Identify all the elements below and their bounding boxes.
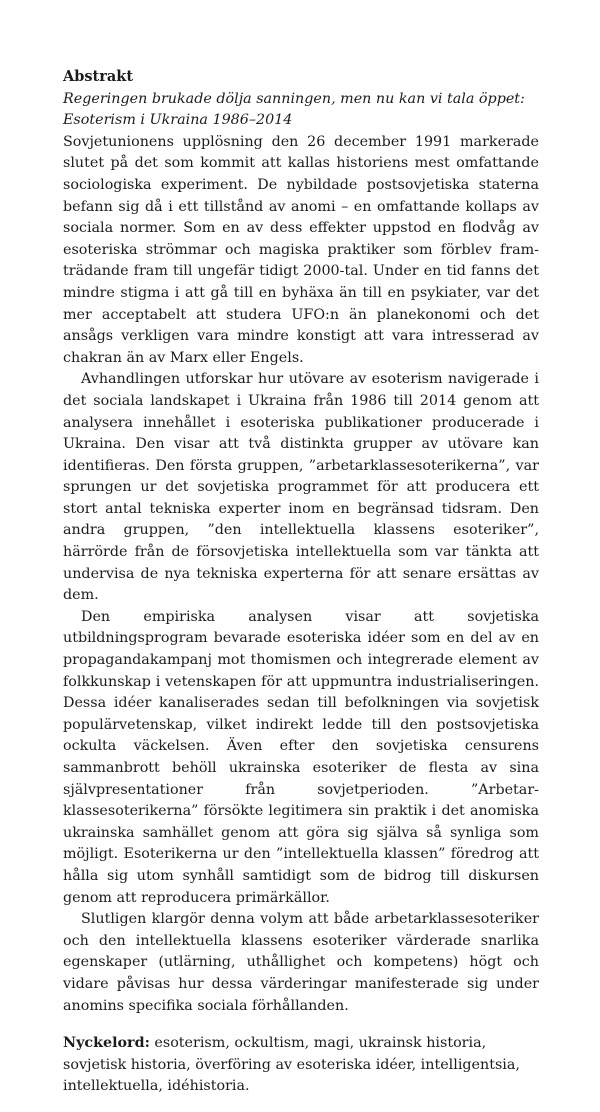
abstract-paragraph-4: Slutligen klargör denna volym att både arbetarklassesoteriker och den intellektuella klassens esoteriker värderade snarlika egenskaper (utlärning, uthållighet och kompetens) högt och vidare påvisas hur dessa värderingar manifesterade sig under anomins specifika sociala förhållanden.	[63, 911, 539, 1014]
keywords-label: Nyckelord:	[63, 1035, 150, 1052]
abstract-subtitle: Regeringen brukade dölja sanningen, men nu kan vi tala öppet: Esoterism i Ukraina 1986–2014	[63, 90, 525, 129]
keywords-line	[63, 1033, 539, 1098]
abstract-paragraph-1: Sovjetunionens upplösning den 26 december 1991 markerade slutet på det som kommit att kallas historiens mest omfattande sociologiska experiment. De nybildade postsovjetiska staterna befann sig då i ett tillstånd av anomi – en omfattande kollaps av sociala normer. Som en av dess effekter uppstod en flodvåg av esoteriska strömmar och magiska praktiker som förblev framträdande fram till ungefär tidigt 2000-tal. Under en tid fanns det mindre stigma i att gå till en byhäxa än till en psykiater, var det mer acceptabelt att studera UFO:n än planekonomi och det ansågs verkligen vara mindre konstigt att vara intresserad av chakran än av Marx eller Engels.	[63, 133, 539, 366]
abstract-heading: Abstrakt	[63, 68, 134, 85]
abstract-page	[63, 66, 539, 1112]
abstract-paragraph-3: Den empiriska analysen visar att sovjetiska utbildningsprogram bevarade esoteriska idéer som en del av en propagandakampanj mot thomismen och integrerade element av folkkunskap i vetenskapen för att uppmuntra industrialiseringen. Dessa idéer kanaliserades sedan till befolkningen via sovjetisk populärvetenskap, vilket indirekt ledde till den postsovjetiska ockulta väckelsen. Även efter den sovjetiska censurens sammanbrott behöll ukrainska esoteriker de flesta av sina självpresentationer från sovjetperioden. ”Arbetarklassesoterikerna” försökte legitimera sin praktik i det anomiska ukrainska samhället genom att göra sig själva så synliga som möjligt. Esoterikerna ur den ”intellektuella klassen” föredrog att hålla sig utom synhåll samtidigt som de bidrog till diskursen genom att reproducera primärkällor.	[63, 608, 539, 906]
keywords-text: esoterism, ockultism, magi, ukrainsk historia, sovjetisk historia, överföring av esoteriska idéer, intelligentsia, intellektuella, idéhistoria.	[63, 1035, 520, 1095]
abstract-paragraph-2: Avhandlingen utforskar hur utövare av esoterism navigerade i det sociala landskapet i Ukraina från 1986 till 2014 genom att analysera innehållet i esoteriska publikationer producerade i Ukraina. Den visar att två distinkta grupper av utövare kan identifieras. Den första gruppen, ”arbetarklassesoterikerna”, var sprungen ur det sovjetiska programmet för att producera ett stort antal tekniska experter inom en begränsad tidsram. Den andra gruppen, ”den intellektuella klassens esoteriker”, härrörde från de försovjetiska intellektuella som var tänkta att undervisa de nya tekniska experterna för att senare ersättas av dem.	[63, 371, 539, 604]
